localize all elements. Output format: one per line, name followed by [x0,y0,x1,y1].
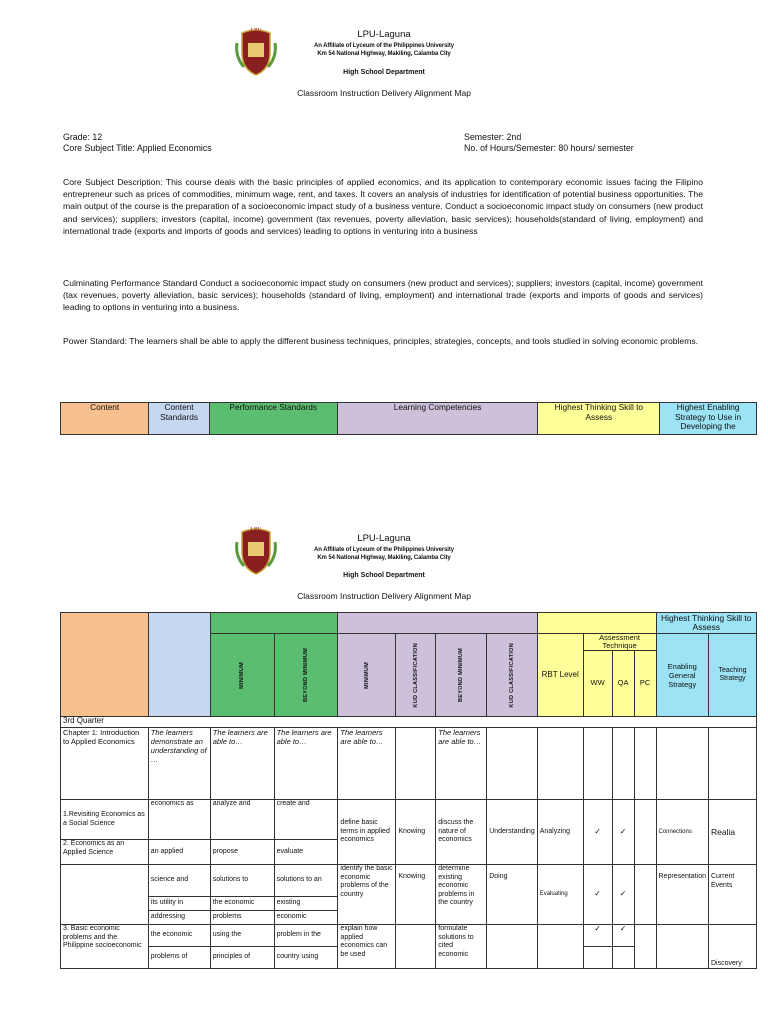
department-text: High School Department [343,69,425,76]
hdr-teaching: Teaching Strategy [708,634,756,717]
row6-lc: explain how applied economics can be used [338,925,396,969]
subject-text: Core Subject Title: Applied Economics [63,143,212,153]
ps-intro: The learners are able to… [210,728,274,800]
affiliate-text-2: An Affiliate of Lyceum of the Philippines University [313,547,455,553]
col-content: Content [61,403,149,435]
row6-teaching: Discovery [708,925,756,969]
row3-lc2: determine existing economic problems in the country [436,865,487,925]
col-content-standards: Content Standards [149,403,209,435]
row7-ps: principles of [210,947,274,969]
row2-ps: propose [210,840,274,865]
row6-ww-check: ✓ [583,925,612,947]
row3-rbt: Evaluating [537,865,583,925]
lc-kud: KUD CLASSIFICATION [412,642,419,708]
row1-lc: define basic terms in applied economics [338,800,396,865]
lc2-intro: The learners are able to… [436,728,487,800]
hdr-performance [210,613,338,634]
lc-kud2: KUD CLASSIFICATION [508,642,515,708]
lc-intro: The learners are able to… [338,728,396,800]
row4-ps2: existing [274,897,338,911]
row3-teaching: Current Events [708,865,756,925]
hdr-content-standards [148,613,210,717]
hdr-content [61,613,149,717]
affiliate-text: An Affiliate of Lyceum of the Philippines University [313,43,455,49]
grade-text: Grade: 12 [63,132,103,142]
row1-enabling: Connections [656,800,708,865]
row1-kud: Knowing [396,800,436,865]
map-title: Classroom Instruction Delivery Alignment Map [297,88,471,98]
row1-content: 1.Revisiting Economics as a Social Science [61,800,149,840]
hdr-yellow [537,613,656,634]
row1-lc2: discuss the nature of economics [436,800,487,865]
quarter-row: 3rd Quarter [61,717,757,728]
row1-rbt: Analyzing [537,800,583,865]
alignment-header-table [60,402,757,435]
map-title-2: Classroom Instruction Delivery Alignment Map [297,591,471,601]
semester-text: Semester: 2nd [464,132,522,142]
ps2-intro: The learners are able to… [274,728,338,800]
row3-enabling: Representation [656,865,708,925]
svg-text:LPU: LPU [250,28,262,34]
subject-description: Core Subject Description: This course deals with the basic principles of applied economics, and its application to contemporary economic issues facing the Filipino entrepreneur such as prices of commodities, minimum wage, rent, and taxes. It covers an analysis of industries for identification of potential business opportunities. The main output of the course is the preparation of a socioeconomic impact study of a business venture. Conduct a socioeconomic impact study on consumers (new product and services); suppliers; investors (capital, income) government (tax revenues, poverty alleviation, basic services); households(standard of living, employment) and international trade (exports and imports of goods and services) leading to options in venturing into a business [63,177,703,236]
row3-ps: solutions to [210,865,274,897]
row3-kud: Knowing [396,865,436,925]
school-name-2: LPU-Laguna [357,533,411,544]
row3-lc: identify the basic economic problems of the country [338,865,396,925]
hdr-qa: QA [612,651,634,717]
row1-kud2: Understanding [487,800,538,865]
hdr-assessment: Assessment Technique [583,634,656,651]
row3-ww-check: ✓ [583,865,612,925]
address-text-2: Km 54 National Highway, Makiling, Calamba City [317,555,451,561]
row3-kud2: Doing [487,865,538,925]
cs-intro: The learners demonstrate an understanding of … [148,728,210,800]
row2-cs: an applied [148,840,210,865]
row2-ps2: evaluate [274,840,338,865]
row1-cs: economics as [148,800,210,840]
department-text-2: High School Department [343,572,425,579]
hdr-learning [338,613,537,634]
row3-cs: science and [148,865,210,897]
col-learning: Learning Competencies [337,403,538,435]
hdr-pc: PC [634,651,656,717]
row6-content: 3. Basic economic problems and the Philippine socioeconomic [61,925,149,969]
row6-cs: the economic [148,925,210,947]
row5-ps2: economic [274,911,338,925]
col-enabling: Highest Enabling Strategy to Use in Developing the [660,403,757,435]
row6-qa-check: ✓ [612,925,634,947]
row1-teaching: Realia [708,800,756,865]
row4-cs: its utility in [148,897,210,911]
row7-ps2: country using [274,947,338,969]
hdr-enabling: Enabling General Strategy [656,634,708,717]
school-name: LPU-Laguna [357,29,411,40]
alignment-map-table [60,612,757,969]
lc-beyond: BEYOND MINIMUM [457,647,464,702]
row1-qa-check: ✓ [612,800,634,865]
row3-ps2: solutions to an [274,865,338,897]
row6-ps2: problem in the [274,925,338,947]
svg-text:LPU: LPU [250,527,262,533]
power-standard: Power Standard: The learners shall be able to apply the different business techniques, principles, strategies, concepts, and tools studied in solving economic problems. [63,336,699,346]
hdr-highest: Highest Thinking Skill to Assess [656,613,757,634]
row6-ps: using the [210,925,274,947]
hours-text: No. of Hours/Semester: 80 hours/ semester [464,143,634,153]
culminating-standard: Culminating Performance Standard Conduct a socioeconomic impact study on consumers (new product and services); suppliers; investors (capital, income) government (tax revenues, poverty alleviation, basic services); households (standard of living, employment) and international trade (exports and imports of goods and services) leading to options in venturing into a business. [63,278,703,313]
col-performance: Performance Standards [209,403,337,435]
address-text: Km 54 National Highway, Makiling, Calamba City [317,51,451,57]
perf-beyond: BEYOND MINIMUM [302,647,309,702]
hdr-ww: WW [583,651,612,717]
row1-ps: analyze and [210,800,274,840]
row3-qa-check: ✓ [612,865,634,925]
hdr-rbt: RBT Level [537,634,583,717]
lc-minimum: MINIMUM [363,661,370,689]
col-highest-skill: Highest Thinking Skill to Assess [538,403,660,435]
row1-ww-check: ✓ [583,800,612,865]
perf-minimum: MINIMUM [238,661,245,689]
row2-content: 2. Economics as an Applied Science [61,840,149,865]
row1-ps2: create and [274,800,338,840]
row4-ps: the economic [210,897,274,911]
row5-ps: problems [210,911,274,925]
row5-cs: addressing [148,911,210,925]
row6-lc2: formulate solutions to cited economic [436,925,487,969]
chapter-title: Chapter 1: Introduction to Applied Economics [61,728,149,800]
row7-cs: problems of [148,947,210,969]
